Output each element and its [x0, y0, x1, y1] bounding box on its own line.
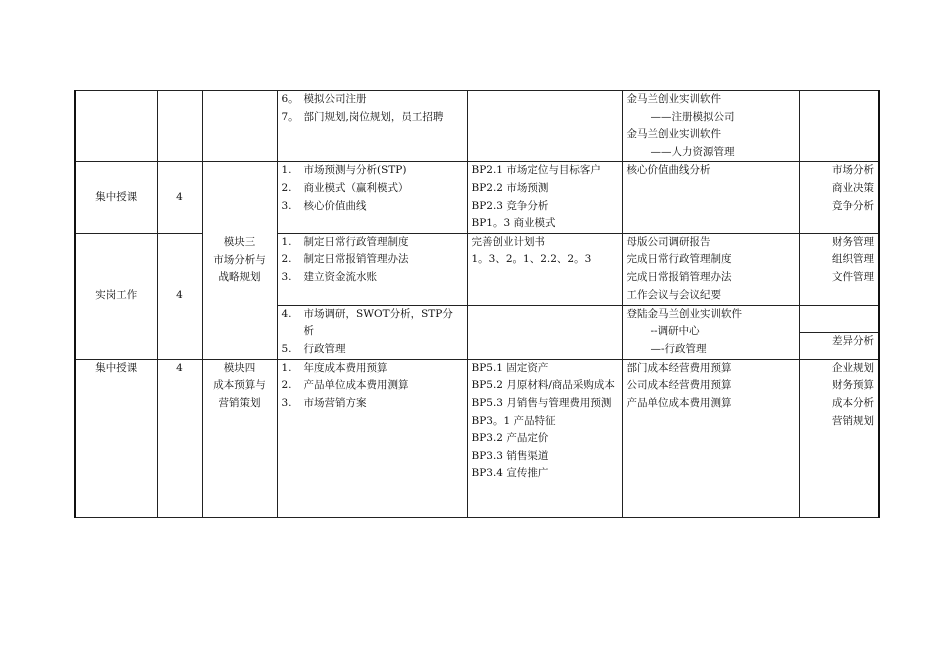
skills-cell — [799, 233, 879, 305]
bp-cell — [467, 233, 622, 305]
list-item: 5. 行政管理 — [281, 342, 346, 355]
table-row — [75, 233, 879, 305]
list-item: 完成日常行政管理制度 — [626, 253, 732, 266]
list-item: 组织管理 — [832, 253, 874, 266]
list-item: 营销规划 — [832, 414, 874, 427]
content-cell — [277, 305, 467, 359]
list-item: 企业规划 — [832, 361, 874, 374]
list-item: 成本分析 — [832, 396, 874, 409]
skills-cell — [799, 305, 879, 359]
list-item: BP3。1 产品特征 — [471, 414, 556, 427]
list-item: 财务预算 — [832, 379, 874, 392]
list-item: 市场分析 — [832, 164, 874, 177]
list-item: 金马兰创业实训软件 — [626, 128, 721, 141]
bp-cell — [467, 305, 622, 359]
list-item: 7。 部门规划,岗位规划，员工招聘 — [281, 110, 444, 123]
list-item: --调研中心 — [650, 325, 700, 338]
table-row — [75, 359, 879, 517]
bp-cell — [467, 162, 622, 233]
bp-cell — [467, 359, 622, 517]
hours-cell: 4 — [157, 359, 202, 517]
software-cell — [622, 233, 799, 305]
hours-cell: 4 — [157, 162, 202, 233]
module-subtitle: 战略规划 — [218, 271, 261, 284]
course-type-cell: 集中授课 — [75, 162, 157, 233]
list-item: BP3.3 销售渠道 — [471, 449, 549, 462]
list-item: 1. 制定日常行政管理制度 — [281, 235, 409, 248]
module-title: 模块四 — [223, 361, 256, 374]
list-item: 母版公司调研报告 — [626, 235, 711, 248]
course-type-cell: 实岗工作 — [75, 233, 157, 359]
list-item: 1. 市场预测与分析(STP) — [281, 164, 407, 177]
hours-cell — [157, 91, 202, 162]
list-item: 登陆金马兰创业实训软件 — [626, 307, 742, 320]
list-item: BP5.1 固定资产 — [471, 361, 549, 374]
list-item: 完善创业计划书 — [471, 235, 545, 248]
module-title: 模块三 — [223, 236, 256, 249]
list-item: 1。3、2。1、2.2、2。3 — [471, 253, 592, 266]
software-cell — [622, 91, 799, 162]
list-item: BP2.3 竞争分析 — [471, 199, 549, 212]
list-item: 财务管理 — [832, 235, 874, 248]
module-subtitle: 营销策划 — [218, 396, 261, 409]
list-item: BP1。3 商业模式 — [471, 217, 556, 230]
list-item: 完成日常报销管理办法 — [626, 270, 732, 283]
content-cell — [277, 162, 467, 233]
list-item: —-行政管理 — [650, 342, 707, 355]
list-item: 3. 建立资金流水账 — [281, 270, 377, 283]
table-row — [75, 162, 879, 233]
bp-cell — [467, 91, 622, 162]
list-item: BP3.2 产品定价 — [471, 432, 549, 445]
module-subtitle: 成本预算与 — [213, 379, 266, 392]
list-item: 2. 商业模式（赢利模式） — [281, 181, 409, 194]
hours-cell: 4 — [157, 233, 202, 359]
module-cell — [202, 162, 277, 359]
list-item: 2. 产品单位成本费用测算 — [281, 379, 409, 392]
skills-cell — [799, 359, 879, 517]
course-type-cell: 集中授课 — [75, 359, 157, 517]
software-cell — [622, 359, 799, 517]
course-schedule-table — [74, 90, 880, 518]
content-cell — [277, 91, 467, 162]
list-item: 3. 市场营销方案 — [281, 396, 367, 409]
module-subtitle: 市场分析与 — [213, 253, 266, 266]
list-item: 工作会议与会议纪要 — [626, 288, 721, 301]
list-item: ——注册模拟公司 — [650, 110, 735, 123]
list-item: 商业决策 — [832, 181, 874, 194]
skills-cell — [799, 91, 879, 162]
software-cell — [622, 305, 799, 359]
list-item: 4. 市场调研，SWOT分析，STP分析 — [281, 307, 453, 338]
module-cell — [202, 91, 277, 162]
software-cell — [622, 162, 799, 233]
list-item: BP5.2 月原材料/商品采购成本 — [471, 379, 615, 392]
list-item: ——人力资源管理 — [650, 145, 735, 158]
list-item: 竞争分析 — [832, 199, 874, 212]
list-item: 1. 年度成本费用预算 — [281, 361, 388, 374]
list-item: 公司成本经营费用预算 — [626, 379, 732, 392]
list-item: BP5.3 月销售与管理费用预测 — [471, 396, 612, 409]
list-item: 金马兰创业实训软件 — [626, 93, 721, 105]
list-item: 部门成本经营费用预算 — [626, 361, 732, 374]
list-item: BP3.4 宣传推广 — [471, 467, 549, 480]
list-item: 核心价值曲线分析 — [626, 164, 711, 177]
module-cell — [202, 359, 277, 517]
list-item: BP2.2 市场预测 — [471, 181, 549, 194]
course-type-cell — [75, 91, 157, 162]
skills-subcell — [800, 306, 879, 333]
list-item: BP2.1 市场定位与目标客户 — [471, 164, 601, 177]
list-item: 6。 模拟公司注册 — [281, 93, 367, 105]
content-cell — [277, 359, 467, 517]
list-item: 差异分析 — [832, 334, 874, 347]
list-item: 2. 制定日常报销管理办法 — [281, 253, 409, 266]
list-item: 文件管理 — [832, 270, 874, 283]
skills-cell — [799, 162, 879, 233]
list-item: 产品单位成本费用测算 — [626, 396, 732, 409]
list-item: 3. 核心价值曲线 — [281, 199, 367, 212]
content-cell — [277, 233, 467, 305]
table-row — [75, 91, 879, 162]
